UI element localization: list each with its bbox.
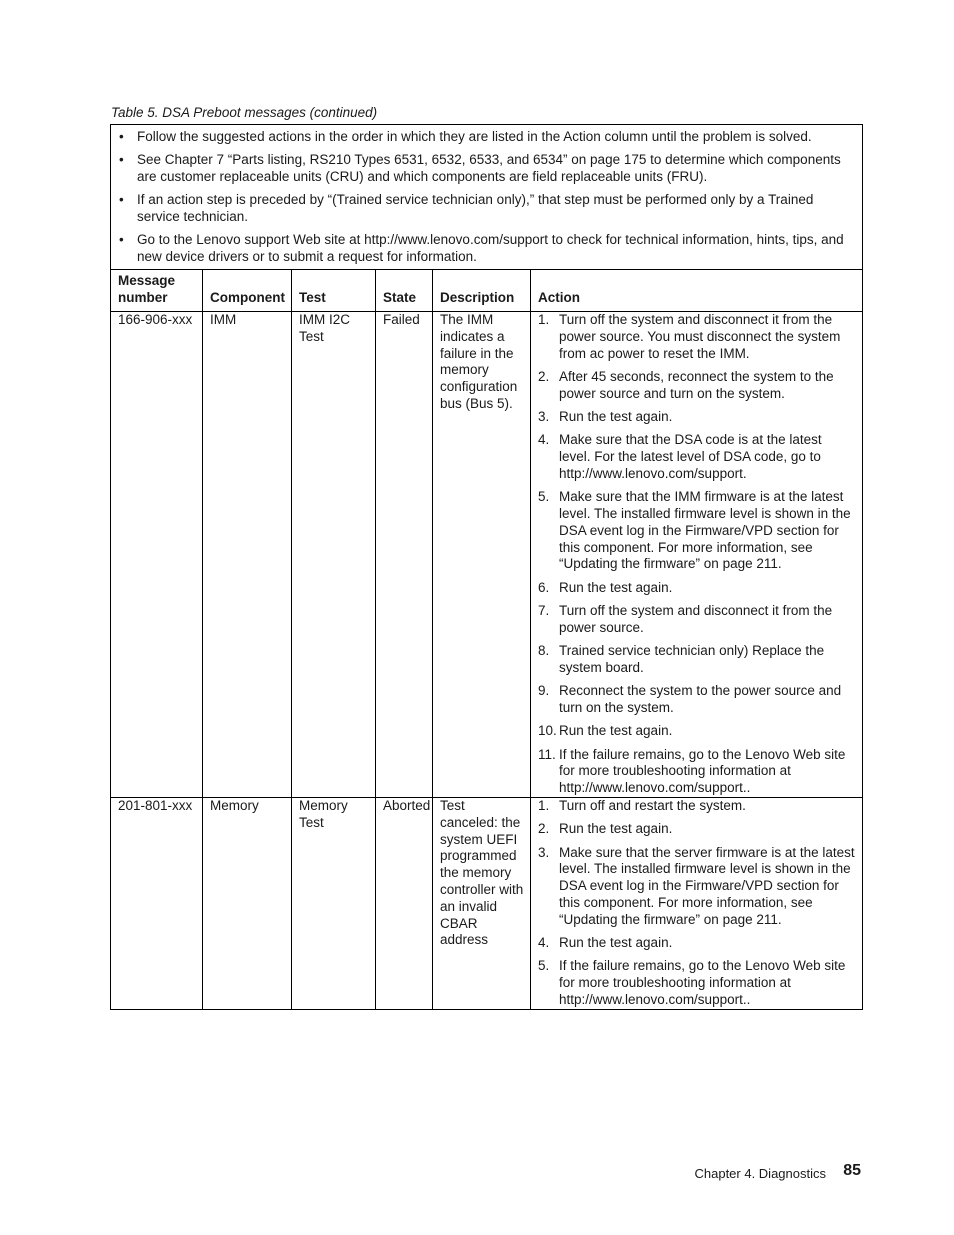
description-cell: Test canceled: the system UEFI programmed the memory controller with an invalid CBAR address (433, 798, 531, 1010)
step-text: Run the test again. (559, 579, 673, 595)
step-text: If the failure remains, go to the Lenovo Web site for more troubleshooting information at http://www.lenovo.com/support.. (559, 958, 846, 1007)
bullet-icon: • (119, 192, 124, 208)
test-cell: IMM I2C Test (292, 312, 376, 798)
message-number-cell: 201-801-xxx (111, 798, 203, 1010)
test-cell: Memory Test (292, 798, 376, 1010)
notes-list (119, 129, 852, 266)
action-step (538, 580, 856, 597)
note-item (119, 232, 852, 266)
action-step (538, 643, 856, 677)
bullet-icon: • (119, 129, 124, 144)
step-number: 3. (538, 844, 550, 860)
note-text: See Chapter 7 “Parts listing, RS210 Types 6531, 6532, 6533, and 6534” on page 175 to determine which components are customer replaceable units (CRU) and which components are field replaceable units (FRU). (137, 152, 841, 185)
note-text: If an action step is preceded by “(Trained service technician only),” that step must be performed only by a Trained service technician. (137, 192, 814, 225)
note-text: Go to the Lenovo support Web site at http://www.lenovo.com/support to check for technical information, hints, tips, and new device drivers or to submit a request for information. (137, 232, 844, 265)
action-step (538, 603, 856, 637)
column-header-test: Test (292, 270, 376, 312)
action-step (538, 432, 856, 482)
state-cell: Failed (376, 312, 433, 798)
table-row (111, 312, 863, 798)
step-text: If the failure remains, go to the Lenovo Web site for more troubleshooting information at http://www.lenovo.com/support.. (559, 746, 846, 796)
action-cell (531, 798, 863, 1010)
step-text: Make sure that the IMM firmware is at the latest level. The installed firmware level is shown in the DSA event log in the Firmware/VPD section for this component. For more information, see “Updating the firmware” on page 211. (559, 489, 851, 572)
action-step (538, 821, 856, 838)
step-text: Turn off the system and disconnect it from the power source. You must disconnect the system from ac power to reset the IMM. (559, 312, 841, 361)
step-number: 11. (538, 746, 556, 762)
action-step (538, 935, 856, 952)
table-caption: Table 5. DSA Preboot messages (continued) (111, 105, 378, 120)
column-header-component: Component (203, 270, 292, 312)
step-text: Make sure that the DSA code is at the latest level. For the latest level of DSA code, go to http://www.lenovo.com/support. (559, 432, 822, 481)
notes-row (111, 125, 863, 270)
step-text: Turn off the system and disconnect it from the power source. (559, 603, 833, 635)
step-number: 2. (538, 368, 550, 384)
step-text: Run the test again. (559, 935, 673, 951)
page-number: 85 (843, 1162, 861, 1179)
step-number: 5. (538, 489, 550, 505)
action-cell (531, 312, 863, 798)
note-text: Follow the suggested actions in the order in which they are listed in the Action column until the problem is solved. (137, 129, 812, 144)
step-number: 1. (538, 798, 550, 813)
step-text: After 45 seconds, reconnect the system to the power source and turn on the system. (559, 368, 834, 401)
column-header-message-number: Message number (111, 270, 203, 312)
state-cell: Aborted (376, 798, 433, 1010)
column-header-action: Action (531, 270, 863, 312)
action-step (538, 489, 856, 573)
bullet-icon: • (119, 152, 124, 168)
step-text: Reconnect the system to the power source and turn on the system. (559, 683, 842, 716)
note-item (119, 129, 852, 146)
action-step (538, 845, 856, 929)
step-text: Turn off and restart the system. (559, 798, 746, 813)
step-text: Make sure that the server firmware is at the latest level. The installed firmware level is shown in the DSA event log in the Firmware/VPD section for this component. For more information, see “Updating the firmware” on page 211. (559, 844, 855, 927)
component-cell: Memory (203, 798, 292, 1010)
column-header-description: Description (433, 270, 531, 312)
step-text: Run the test again. (559, 723, 673, 739)
action-step (538, 958, 856, 1008)
action-step (538, 723, 856, 740)
table-row (111, 798, 863, 1010)
step-number: 2. (538, 821, 550, 837)
dsa-preboot-table (110, 124, 863, 1010)
step-number: 10. (538, 723, 557, 739)
note-item (119, 152, 852, 186)
action-list (538, 312, 856, 797)
step-text: Trained service technician only) Replace the system board. (559, 643, 825, 675)
bullet-icon: • (119, 232, 124, 248)
action-step (538, 409, 856, 426)
step-text: Run the test again. (559, 821, 673, 837)
component-cell: IMM (203, 312, 292, 798)
notes-cell (111, 125, 863, 270)
message-number-cell: 166-906-xxx (111, 312, 203, 798)
action-list (538, 798, 856, 1009)
step-text: Run the test again. (559, 409, 673, 425)
step-number: 3. (538, 409, 550, 425)
footer-chapter: Chapter 4. Diagnostics (694, 1166, 826, 1181)
action-step (538, 312, 856, 362)
action-step (538, 369, 856, 403)
step-number: 8. (538, 643, 550, 659)
action-step (538, 683, 856, 717)
column-header-row (111, 270, 863, 312)
step-number: 4. (538, 432, 550, 448)
note-item (119, 192, 852, 226)
action-step (538, 798, 856, 815)
step-number: 7. (538, 603, 550, 619)
action-step (538, 747, 856, 797)
step-number: 4. (538, 935, 550, 951)
description-cell: The IMM indicates a failure in the memory configuration bus (Bus 5). (433, 312, 531, 798)
step-number: 1. (538, 312, 550, 328)
step-number: 9. (538, 683, 550, 699)
column-header-state: State (376, 270, 433, 312)
step-number: 6. (538, 579, 550, 595)
step-number: 5. (538, 958, 550, 974)
